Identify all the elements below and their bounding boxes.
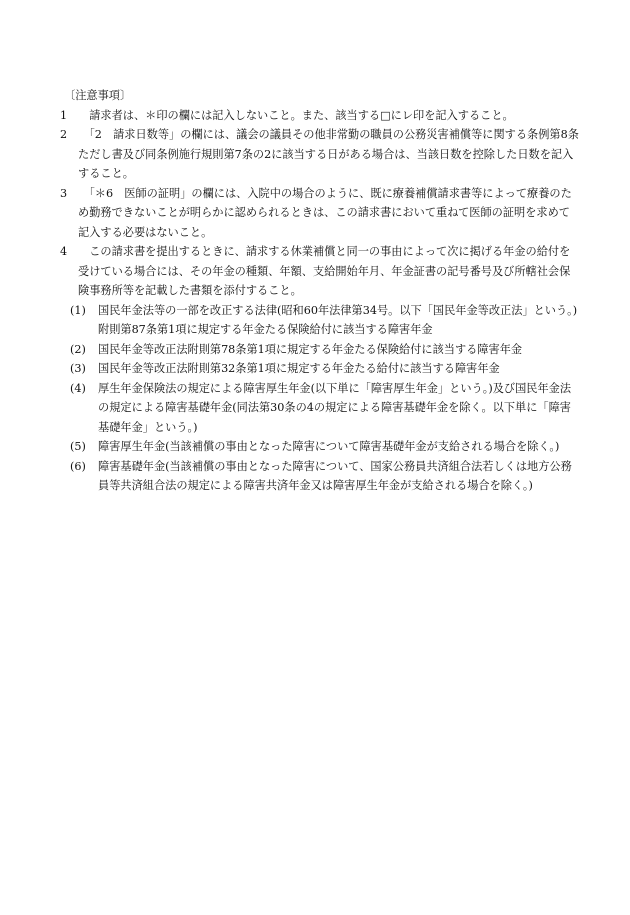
sub-item-text: 障害基礎年金(当該補償の事由となった障害について、国家公務員共済組合法若しくは地方公務員等共済組合法の規定による障害共済年金又は障害厚生年金が支給される場合を除く。): [98, 459, 572, 492]
sub-item-text: 国民年金等改正法附則第78条第1項に規定する年金たる保険給付に該当する障害年金: [98, 342, 523, 356]
sub-item-number: (2): [70, 342, 86, 356]
note-item-2: [60, 125, 580, 184]
notes-heading: 〔注意事項〕: [64, 89, 132, 102]
sub-item-text: 国民年金等改正法附則第32条第1項に規定する年金たる給付に該当する障害年金: [98, 362, 500, 375]
sub-item-number: (6): [70, 459, 86, 473]
sub-item-text: 障害厚生年金(当該補償の事由となった障害について障害基礎年金が支給される場合を除く。): [98, 440, 560, 453]
sub-item-number: (3): [70, 362, 86, 375]
note-text: この請求書を提出するときに、請求する休業補償と同一の事由によって次に掲げる年金の給付を受けている場合には、その年金の種類、年額、支給開始年月、年金証書の記号番号及び所轄社会保険事務所等を記載した書類を添付すること。: [78, 245, 571, 297]
sub-item-4: [60, 379, 580, 438]
note-text: 「＊6 医師の証明」の欄には、入院中の場合のように、既に療養補償請求書等によって療養のため勤務できないことが明らかに認められるときは、この請求書において重ねて医師の証明を求めて記入する必要はないこと。: [78, 186, 572, 239]
note-number: 2: [60, 128, 68, 141]
sub-item-number: (1): [70, 303, 86, 317]
sub-item-2: [60, 340, 580, 360]
sub-item-1: [60, 301, 580, 340]
note-number: 4: [60, 245, 68, 258]
note-item-3: [60, 184, 580, 243]
sub-item-number: (4): [70, 381, 86, 395]
note-item-1: [60, 106, 580, 126]
note-number: 3: [60, 186, 68, 200]
sub-item-number: (5): [70, 440, 86, 453]
sub-item-text: 厚生年金保険法の規定による障害厚生年金(以下単に「障害厚生年金」という。)及び国民年金法の規定による障害基礎年金(同法第30条の4の規定による障害基礎年金を除く。以下単に「障害基礎年金」という。): [98, 381, 572, 434]
sub-item-6: [60, 457, 580, 496]
note-text: 請求者は、＊印の欄には記入しないこと。また、該当する□にレ印を記入すること。: [78, 108, 514, 122]
note-item-4: [60, 242, 580, 301]
note-text: 「2 請求日数等」の欄には、議会の議員その他非常勤の職員の公務災害補償等に関する条例第8条ただし書及び同条例施行規則第7条の2に該当する日がある場合は、当該日数を控除した日数を記入すること。: [78, 128, 579, 180]
pension-sub-list: [60, 301, 580, 496]
note-number: 1: [60, 108, 68, 122]
sub-item-3: [60, 359, 580, 379]
sub-item-5: [60, 437, 580, 457]
sub-item-text: 国民年金法等の一部を改正する法律(昭和60年法律第34号。以下「国民年金等改正法」という。)附則第87条第1項に規定する年金たる保険給付に該当する障害年金: [98, 303, 578, 336]
notes-section: [60, 86, 580, 496]
